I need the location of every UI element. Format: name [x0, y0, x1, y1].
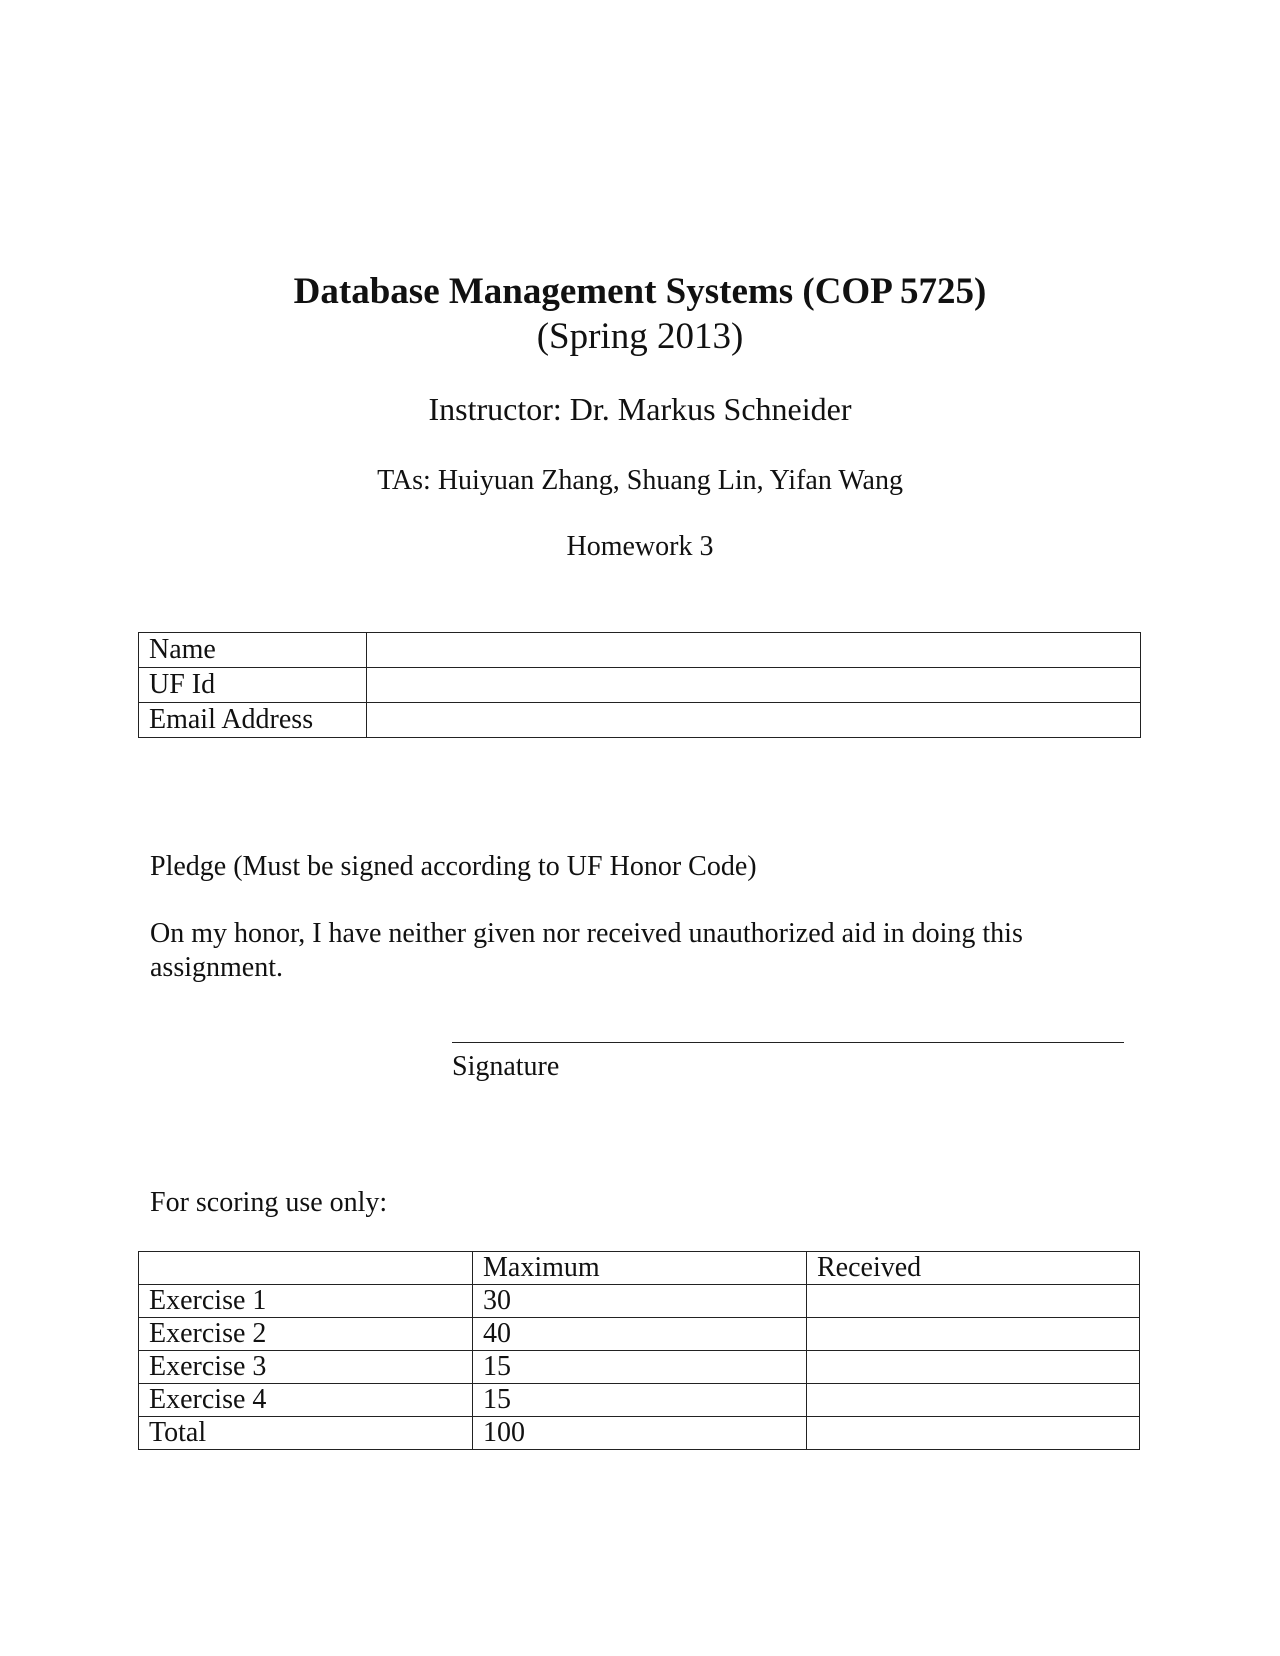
scoring-title: For scoring use only:	[150, 1187, 388, 1218]
ufid-field[interactable]	[367, 668, 1141, 703]
table-row	[139, 1351, 1140, 1384]
course-title: Database Management Systems (COP 5725)	[293, 271, 987, 312]
received-column-header: Received	[807, 1252, 1140, 1285]
exercise-received[interactable]	[807, 1318, 1140, 1351]
exercise-name: Exercise 2	[139, 1318, 473, 1351]
exercise-maximum: 40	[473, 1318, 807, 1351]
scoring-table	[138, 1251, 1140, 1450]
signature-line[interactable]	[452, 1042, 1124, 1043]
table-row	[139, 1285, 1140, 1318]
signature-label: Signature	[452, 1051, 560, 1082]
total-row	[139, 1417, 1140, 1450]
exercise-name: Exercise 1	[139, 1285, 473, 1318]
total-maximum: 100	[473, 1417, 807, 1450]
ufid-label: UF Id	[139, 668, 367, 703]
course-term: (Spring 2013)	[536, 316, 744, 357]
student-info-table	[138, 632, 1141, 738]
exercise-name: Exercise 3	[139, 1351, 473, 1384]
homework-title: Homework 3	[566, 531, 714, 562]
pledge-title: Pledge (Must be signed according to UF Honor Code)	[150, 851, 757, 882]
table-row	[139, 1384, 1140, 1417]
exercise-received[interactable]	[807, 1351, 1140, 1384]
info-row-email	[139, 703, 1141, 738]
exercise-column-header	[139, 1252, 473, 1285]
exercise-maximum: 15	[473, 1384, 807, 1417]
name-field[interactable]	[367, 633, 1141, 668]
email-field[interactable]	[367, 703, 1141, 738]
exercise-name: Exercise 4	[139, 1384, 473, 1417]
pledge-body: On my honor, I have neither given nor received unauthorized aid in doing this assignment.	[150, 918, 1023, 983]
info-row-name	[139, 633, 1141, 668]
exercise-maximum: 15	[473, 1351, 807, 1384]
email-label: Email Address	[139, 703, 367, 738]
exercise-received[interactable]	[807, 1384, 1140, 1417]
scoring-header-row	[139, 1252, 1140, 1285]
instructor-line: Instructor: Dr. Markus Schneider	[428, 391, 852, 427]
maximum-column-header: Maximum	[473, 1252, 807, 1285]
exercise-received[interactable]	[807, 1285, 1140, 1318]
table-row	[139, 1318, 1140, 1351]
total-received[interactable]	[807, 1417, 1140, 1450]
exercise-maximum: 30	[473, 1285, 807, 1318]
info-row-ufid	[139, 668, 1141, 703]
total-label: Total	[139, 1417, 473, 1450]
tas-line: TAs: Huiyuan Zhang, Shuang Lin, Yifan Wang	[377, 465, 903, 496]
name-label: Name	[139, 633, 367, 668]
